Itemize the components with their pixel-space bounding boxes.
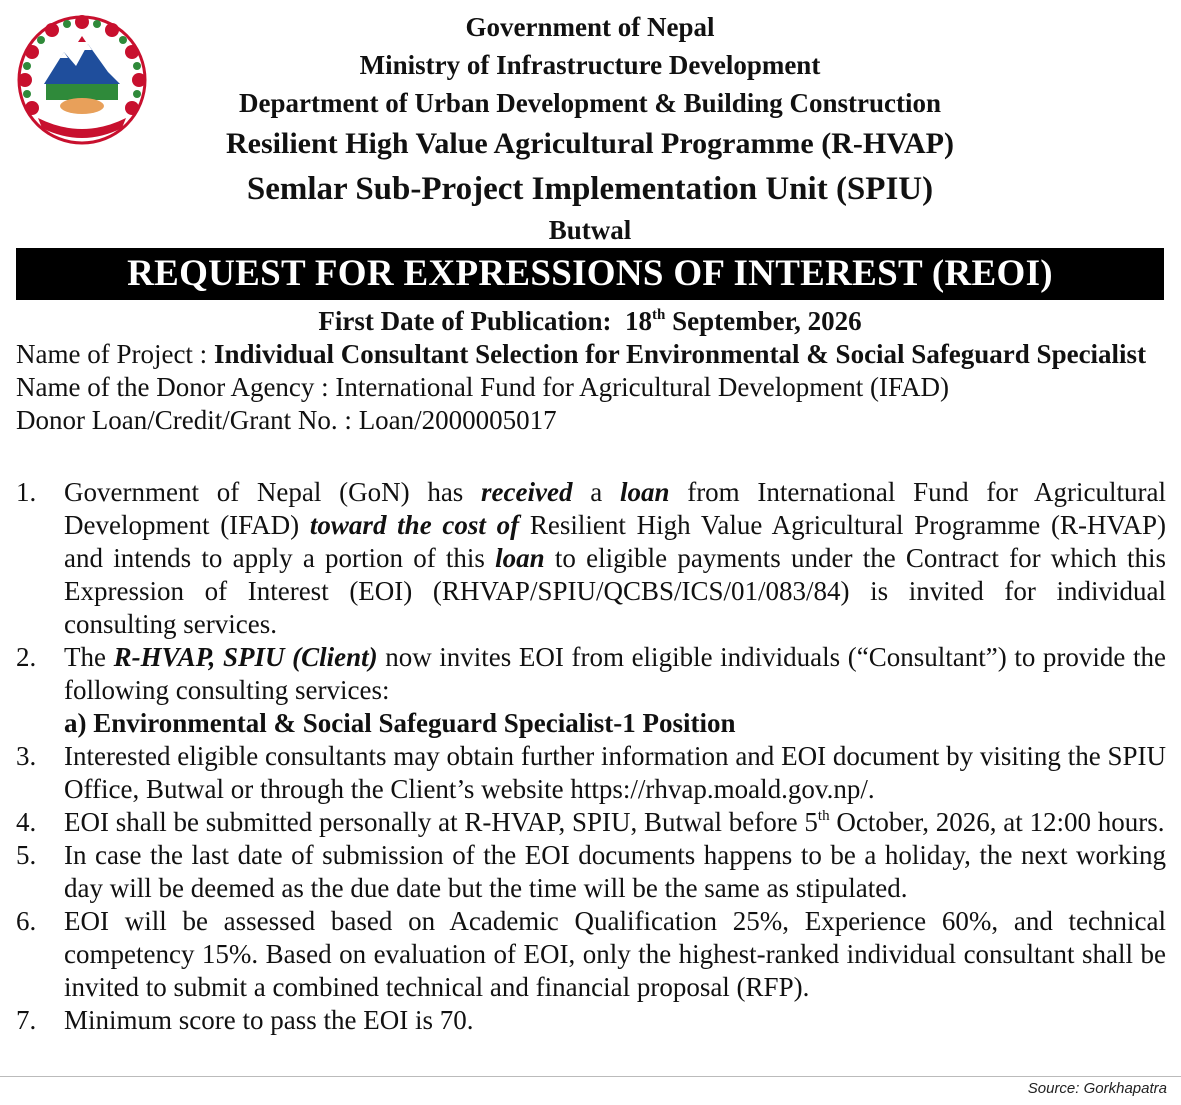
item-text: EOI will be assessed based on Academic Qualification 25%, Experience 60%, and technical competency 15%. Based on evaluation of EOI, only the highest-ranked individual consultant shall be invited to submit a combined technical and financial proposal (RFP). [64, 906, 1166, 1002]
loan-value: Loan/2000005017 [358, 405, 557, 435]
unit-title: Semlar Sub-Project Implementation Unit (SPIU) [246, 171, 934, 207]
item-number: 7. [16, 1005, 37, 1035]
position-line: a) Environmental & Social Safeguard Specialist-1 Position [64, 708, 736, 738]
item-text: In case the last date of submission of the EOI documents happens to be a holiday, the next working day will be deemed as the due date but the time will be the same as stipulated. [64, 840, 1166, 903]
project-name-row [16, 338, 1166, 371]
project-label: Name of Project : [16, 339, 214, 369]
item-number: 4. [16, 807, 37, 837]
location-title: Butwal [548, 215, 632, 245]
government-title: Government of Nepal [465, 12, 715, 42]
publication-date [16, 304, 1164, 338]
publication-rest: September, 2026 [672, 306, 862, 336]
project-info [16, 338, 1166, 437]
nepal-emblem-icon [16, 14, 148, 146]
programme-title: Resilient High Value Agricultural Programme (R-HVAP) [226, 127, 954, 160]
item-number: 3. [16, 741, 37, 771]
list-item [16, 641, 1166, 707]
source-credit: Source: Gorkhapatra [1027, 1080, 1167, 1097]
reoi-banner: REQUEST FOR EXPRESSIONS OF INTEREST (REOI) [16, 248, 1164, 300]
list-item [16, 1004, 1166, 1037]
header [150, 8, 1030, 248]
list-item [16, 839, 1166, 905]
item-text: EOI shall be submitted personally at R-HVAP, SPIU, Butwal before 5th October, 2026, at 12:00 hours. [64, 807, 1165, 837]
item-text: Government of Nepal (GoN) has received a loan from International Fund for Agricultural Development (IFAD) toward the cost of Resilient High Value Agricultural Programme (R-HVAP) and intends to apply a portion of this loan to eligible payments under the Contract for which this Expression of Interest (EOI) (RHVAP/SPIU/QCBS/ICS/01/083/84) is invited for individual consulting services. [64, 477, 1167, 639]
donor-label: Name of the Donor Agency : [16, 372, 336, 402]
item-number: 2. [16, 642, 37, 672]
donor-row [16, 371, 1166, 404]
item-number: 6. [16, 906, 37, 936]
item-text: The R-HVAP, SPIU (Client) now invites EOI from eligible individuals (“Consultant”) to provide the following consulting services: [64, 642, 1166, 705]
item-text: Minimum score to pass the EOI is 70. [64, 1005, 474, 1035]
department-title: Department of Urban Development & Building Construction [239, 88, 941, 118]
list-item [16, 905, 1166, 1004]
item-number: 1. [16, 477, 37, 507]
list-item [16, 740, 1166, 806]
donor-value: International Fund for Agricultural Development (IFAD) [335, 372, 950, 402]
project-value: Individual Consultant Selection for Environmental & Social Safeguard Specialist [213, 339, 1147, 369]
list-item [16, 476, 1166, 641]
publication-day-suffix: th [652, 307, 666, 323]
footer-divider [0, 1076, 1181, 1077]
loan-row [16, 404, 1166, 437]
publication-label: First Date of Publication: [318, 306, 612, 336]
ministry-title: Ministry of Infrastructure Development [359, 50, 821, 80]
eoi-clauses [16, 476, 1166, 1037]
loan-label: Donor Loan/Credit/Grant No. : [16, 405, 359, 435]
item-text: Interested eligible consultants may obtain further information and EOI document by visiting the SPIU Office, Butwal or through the Client’s website https://rhvap.moald.gov.np/. [64, 741, 1166, 804]
publication-day: 18 [625, 306, 653, 336]
item-number: 5. [16, 840, 37, 870]
list-item [16, 806, 1166, 839]
